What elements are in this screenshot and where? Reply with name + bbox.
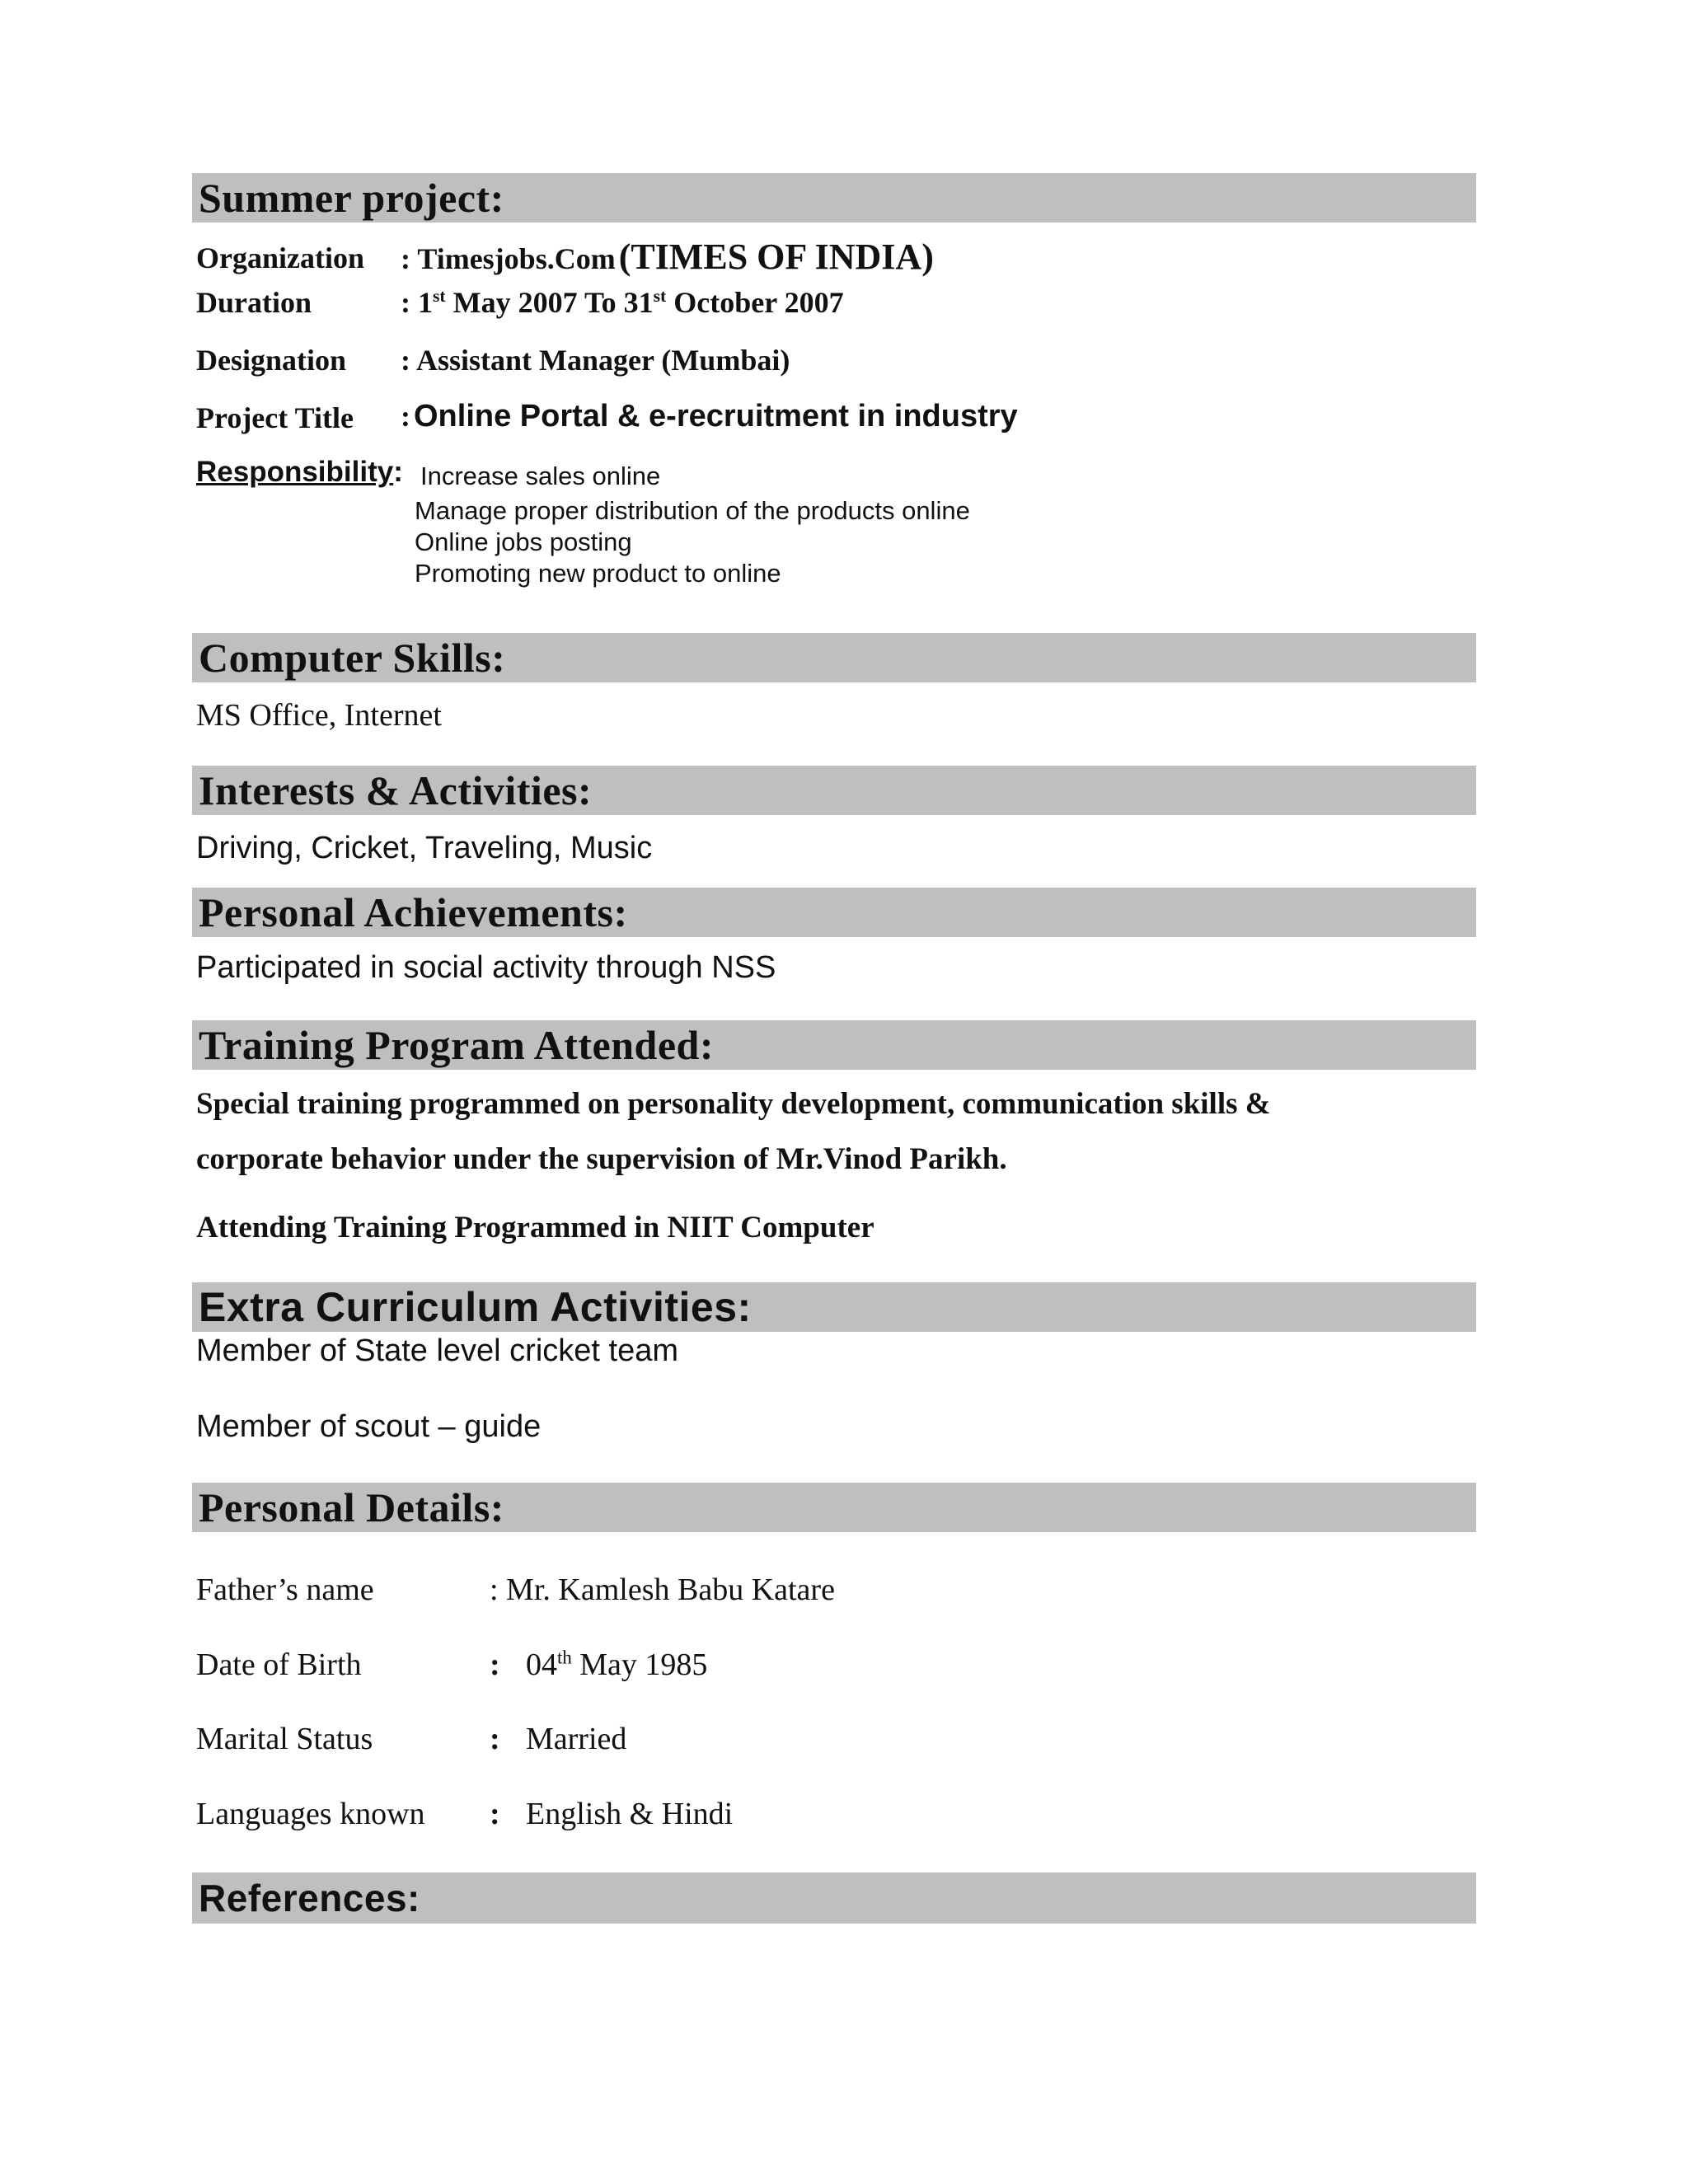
project-title-value: Online Portal & e-recruitment in industry: [414, 399, 1018, 434]
section-title: Computer Skills:: [199, 635, 506, 681]
dob-value: [526, 1647, 707, 1683]
dob-part: 04: [526, 1647, 557, 1682]
extra-curriculum-item: Member of scout – guide: [196, 1409, 542, 1444]
marital-value: Married: [526, 1722, 627, 1756]
section-title: Training Program Attended:: [199, 1022, 715, 1068]
duration-label: Duration: [196, 286, 312, 319]
references-header: [192, 1872, 1476, 1924]
organization-label: Organization: [196, 241, 364, 274]
duration-part: October 2007: [666, 286, 844, 319]
designation-value: : Assistant Manager (Mumbai): [401, 344, 790, 377]
computer-skills-header: [192, 633, 1476, 682]
duration-sup: st: [433, 286, 446, 306]
languages-colon: :: [490, 1797, 500, 1831]
designation-row: [196, 343, 346, 377]
designation-label: Designation: [196, 344, 347, 377]
duration-part: : 1: [401, 286, 433, 319]
marital-colon: :: [490, 1722, 500, 1756]
achievements-text: Participated in social activity through NSS: [196, 950, 776, 985]
father-value: : Mr. Kamlesh Babu Katare: [490, 1572, 835, 1607]
responsibility-label: Responsibility: [196, 456, 394, 488]
duration-row: [196, 285, 312, 320]
training-header: [192, 1020, 1476, 1070]
training-line: Special training programmed on personality development, communication skills &: [196, 1087, 1271, 1121]
section-title: Extra Curriculum Activities:: [199, 1284, 752, 1330]
dob-label: Date of Birth: [196, 1647, 362, 1682]
section-title: Personal Details:: [199, 1484, 504, 1530]
dob-colon: :: [490, 1647, 500, 1682]
organization-group: (TIMES OF INDIA): [618, 237, 934, 277]
computer-skills-text: MS Office, Internet: [196, 698, 442, 733]
extra-curriculum-item: Member of State level cricket team: [196, 1333, 678, 1368]
duration-value: [401, 285, 844, 320]
section-title: [199, 1879, 420, 1917]
duration-sup: st: [653, 286, 667, 306]
training-line: corporate behavior under the supervision of Mr.Vinod Parikh.: [196, 1142, 1007, 1176]
project-title-row: [196, 401, 354, 435]
project-title-value-row: [401, 399, 1018, 434]
languages-label: Languages known: [196, 1797, 425, 1831]
section-title: Personal Achievements:: [199, 889, 628, 935]
father-label: Father’s name: [196, 1572, 374, 1607]
project-title-label: Project Title: [196, 401, 354, 434]
section-title: Summer project:: [199, 175, 504, 221]
responsibility-item: Increase sales online: [420, 462, 661, 490]
dob-part: May 1985: [571, 1647, 708, 1682]
organization-value: : Timesjobs.Com: [401, 242, 616, 275]
references-heading-text: References: [199, 1877, 408, 1919]
responsibility-item: Manage proper distribution of the products online: [415, 496, 970, 525]
personal-details-header: [192, 1483, 1476, 1532]
achievements-header: [192, 888, 1476, 937]
project-title-colon: :: [401, 400, 410, 433]
interests-text: Driving, Cricket, Traveling, Music: [196, 831, 653, 865]
responsibility-item: Promoting new product to online: [415, 559, 781, 588]
section-title: Interests & Activities:: [199, 767, 593, 813]
duration-part: May 2007 To 31: [445, 286, 654, 319]
extra-curriculum-header: [192, 1282, 1476, 1332]
training-line: Attending Training Programmed in NIIT Computer: [196, 1211, 874, 1244]
responsibility-row: [196, 456, 403, 489]
marital-label: Marital Status: [196, 1722, 373, 1756]
interests-header: [192, 766, 1476, 815]
summer-project-header: [192, 173, 1476, 223]
organization-row: [196, 241, 364, 275]
responsibility-item: Online jobs posting: [415, 527, 632, 556]
dob-sup: th: [557, 1647, 572, 1668]
responsibility-colon: :: [393, 456, 403, 488]
references-colon: :: [407, 1877, 420, 1919]
organization-value-row: [401, 236, 934, 278]
languages-value: English & Hindi: [526, 1797, 734, 1831]
